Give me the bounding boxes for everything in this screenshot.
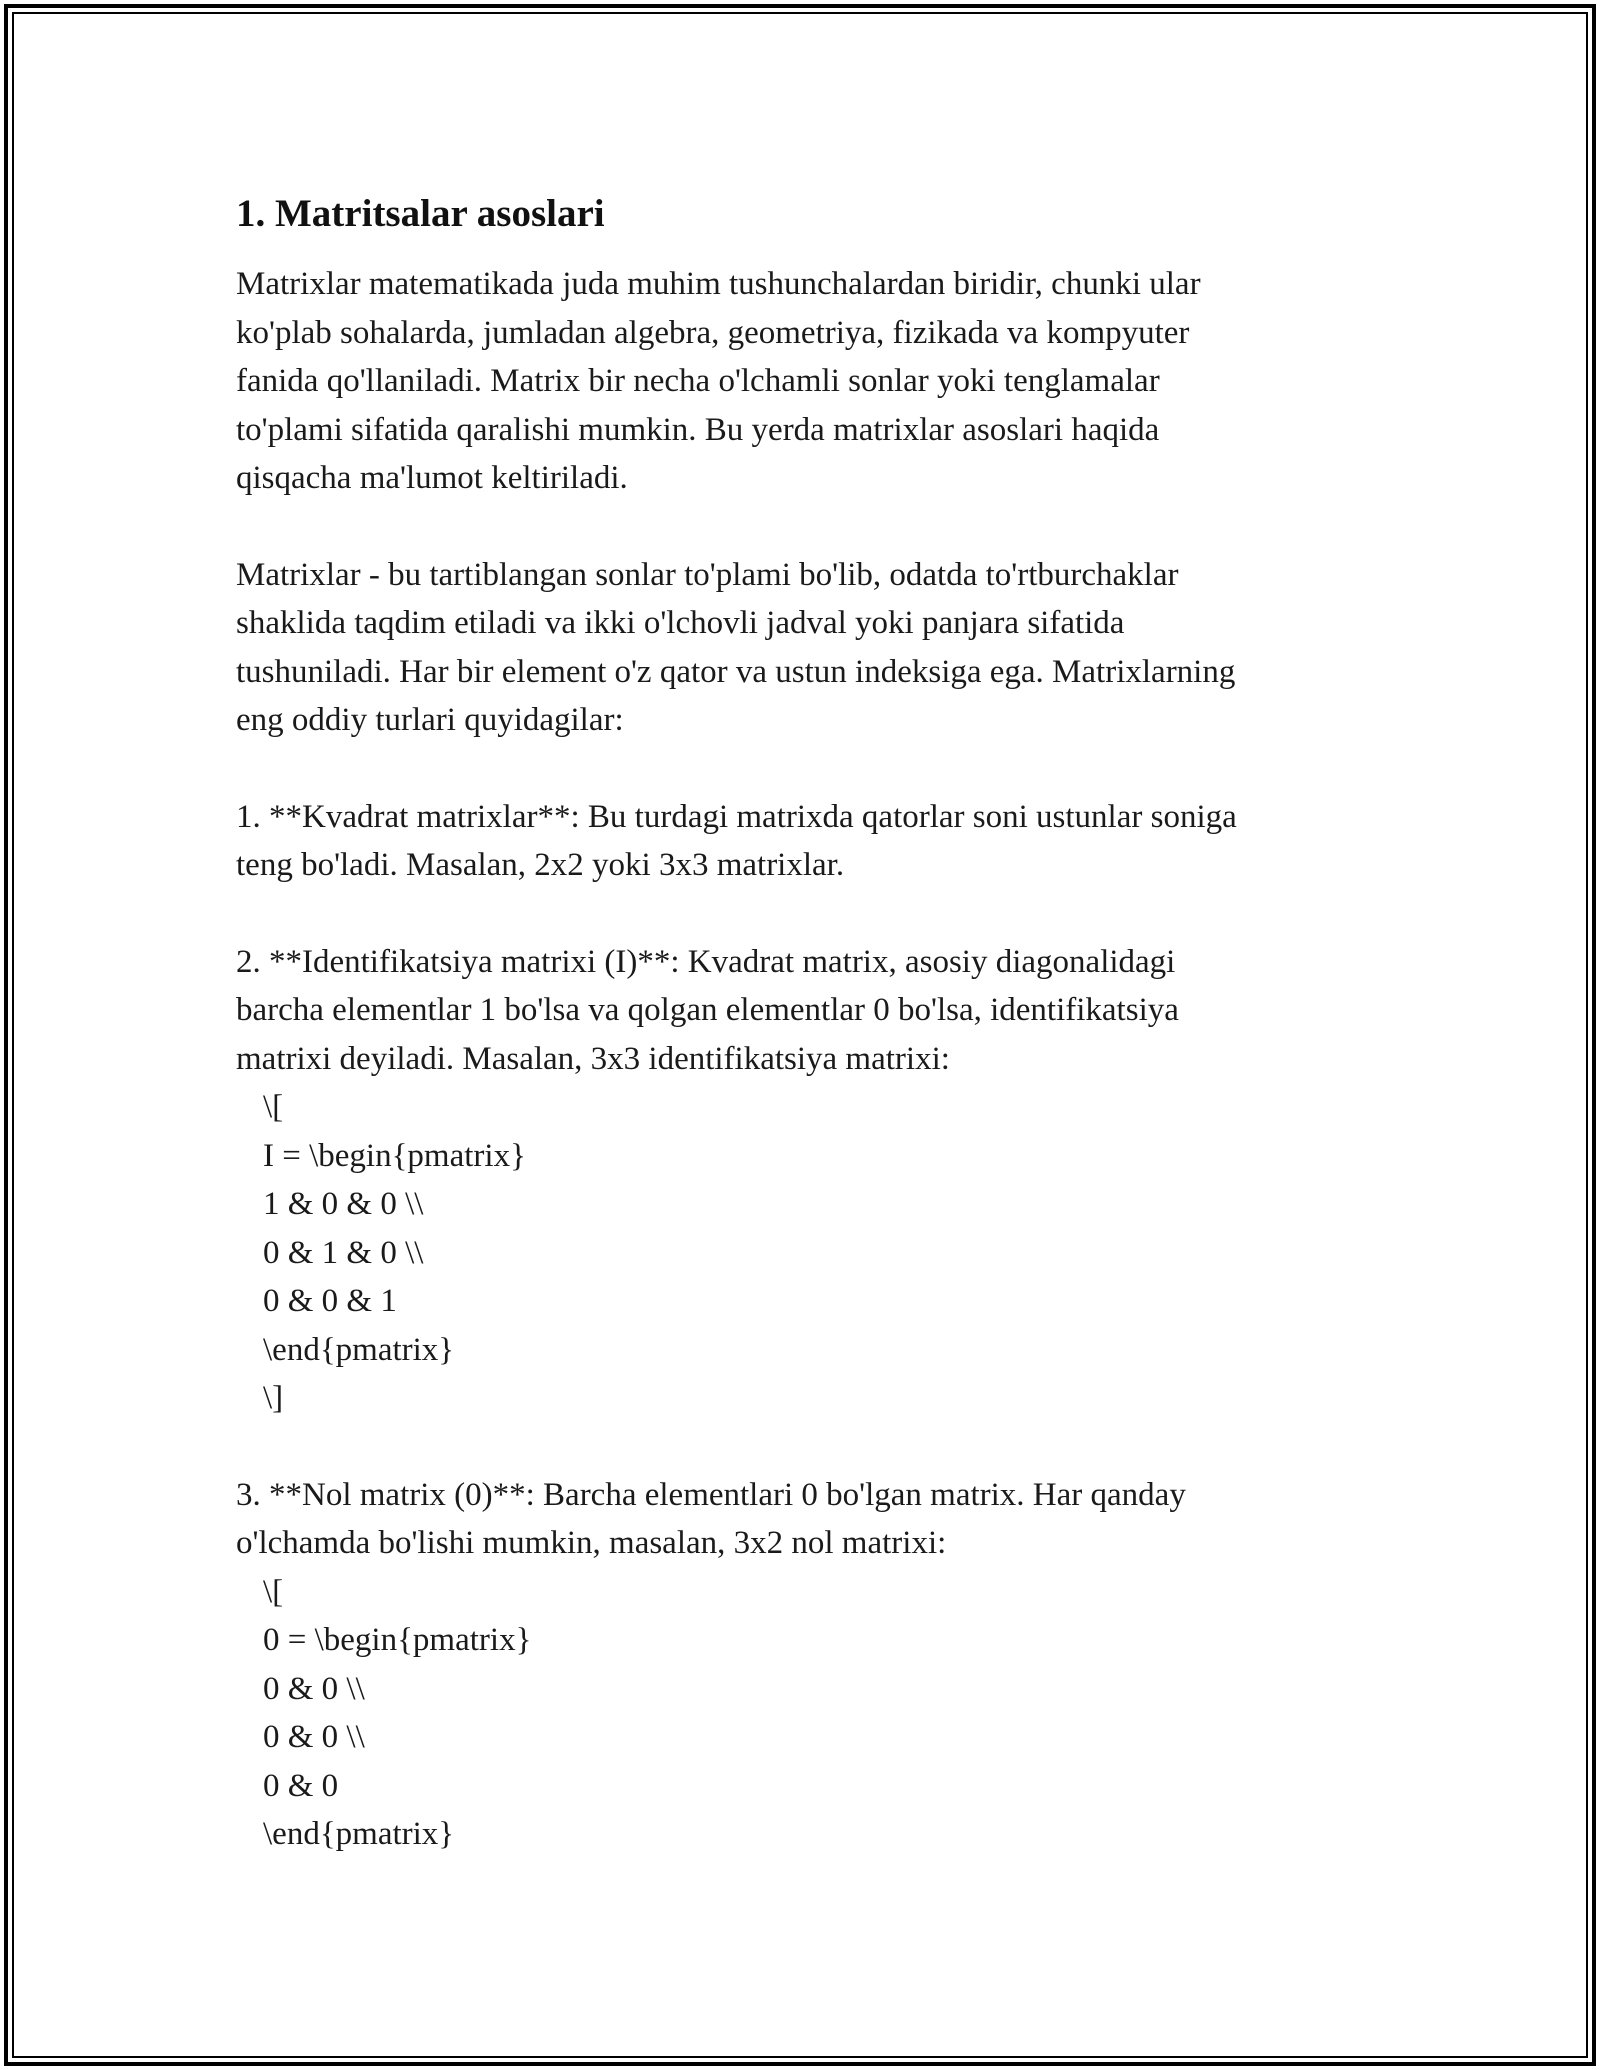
document-body [236, 186, 1366, 1859]
code-line: \end{pmatrix} [263, 1331, 455, 1368]
code-line: I = \begin{pmatrix} [263, 1137, 526, 1174]
code-line: 1 & 0 & 0 \\ [263, 1186, 424, 1222]
code-line: 0 = \begin{pmatrix} [263, 1622, 532, 1658]
definition-paragraph: Matrixlar - bu tartiblangan sonlar to'plami bo'lib, odatda to'rtburchaklar shaklida taqdim etiladi va ikki o'lchovli jadval yoki panjara sifatida tushuniladi. Har bir element o'z qator va ustun indeksiga ega. Matrixlarning eng oddiy turlari quyidagilar: [236, 556, 1236, 738]
code-line: 0 & 0 & 1 [263, 1283, 397, 1319]
code-line: 0 & 0 \\ [263, 1670, 365, 1707]
zero-matrix-text: 3. **Nol matrix (0)**: Barcha elementlari 0 bo'lgan matrix. Har qanday o'lchamda bo'lishi mumkin, masalan, 3x2 nol matrixi: [236, 1476, 1186, 1561]
identity-matrix-code [236, 1083, 1366, 1423]
list-item-zero-matrix [236, 1471, 1366, 1859]
code-line: \end{pmatrix} [263, 1816, 455, 1852]
intro-paragraph: Matrixlar matematikada juda muhim tushunchalardan biridir, chunki ular ko'plab sohalarda, jumladan algebra, geometriya, fizikada va kompyuter fanida qo'llaniladi. Matrix bir necha o'lchamli sonlar yoki tenglamalar to'plami sifatida qaralishi mumkin. Bu yerda matrixlar asoslari haqida qisqacha ma'lumot keltiriladi. [236, 266, 1201, 496]
code-line: 0 & 1 & 0 \\ [263, 1234, 424, 1271]
code-line: 0 & 0 \\ [263, 1719, 365, 1755]
code-line: \[ [263, 1573, 284, 1610]
zero-matrix-code [236, 1568, 1366, 1859]
list-item-identity-matrix [236, 938, 1366, 1423]
identity-matrix-text: 2. **Identifikatsiya matrixi (I)**: Kvadrat matrix, asosiy diagonalidagi barcha elementlar 1 bo'lsa va qolgan elementlar 0 bo'lsa, identifikatsiya matrixi deyiladi. Masalan, 3x3 identifikatsiya matrixi: [236, 943, 1179, 1077]
section-heading: 1. Matritsalar asoslari [236, 192, 605, 235]
code-line: 0 & 0 [263, 1767, 339, 1804]
code-line: \[ [263, 1089, 284, 1125]
list-item-square-matrix: 1. **Kvadrat matrixlar**: Bu turdagi matrixda qatorlar soni ustunlar soniga teng bo'ladi. Masalan, 2x2 yoki 3x3 matrixlar. [236, 798, 1237, 883]
code-line: \] [263, 1380, 284, 1416]
